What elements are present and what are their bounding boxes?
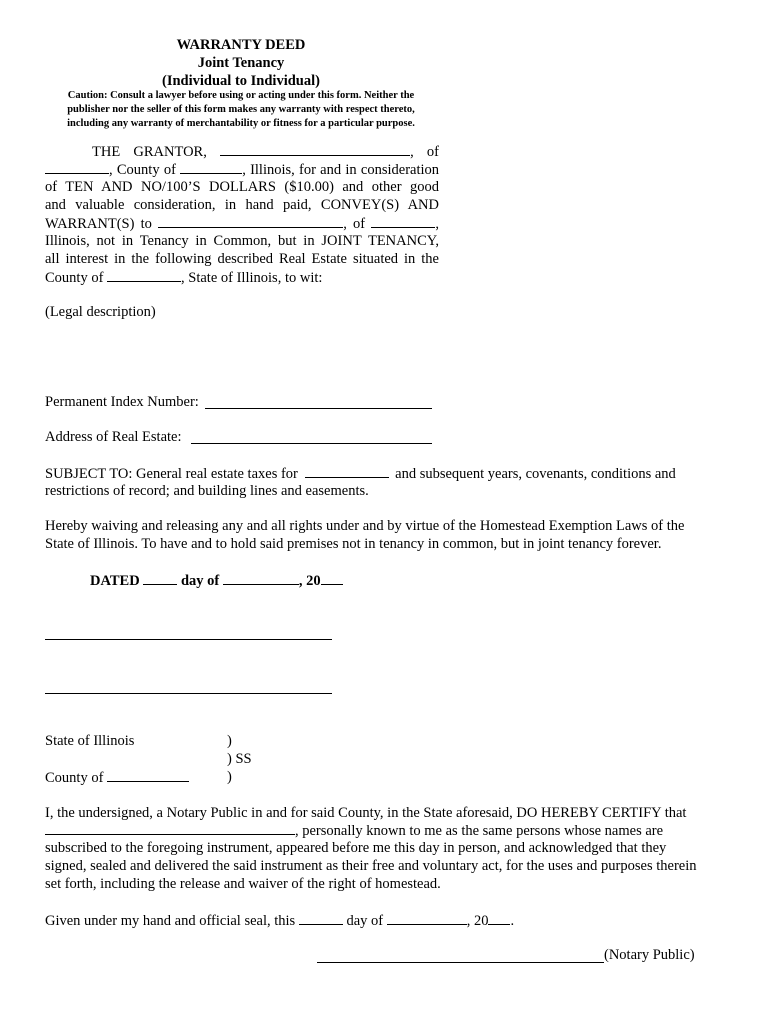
homestead-line-2: State of Illinois. To have and to hold said premises not in tenancy in common, but in joint tenancy forever. bbox=[45, 536, 662, 552]
caution-line-3: including any warranty of merchantability or fitness for a particular purpose. bbox=[67, 118, 415, 129]
notary-line-5: set forth, including the release and waiver of the right of homestead. bbox=[45, 876, 441, 892]
document-title: WARRANTY DEED bbox=[176, 37, 306, 53]
grantor-name-blank[interactable] bbox=[220, 142, 410, 156]
given-line: Given under my hand and official seal, this day of , 20 . bbox=[45, 913, 515, 929]
grantee-city-blank[interactable] bbox=[371, 214, 435, 228]
venue-paren-1: ) bbox=[227, 733, 232, 749]
tax-year-blank[interactable] bbox=[305, 464, 389, 478]
grantor-line-6: Illinois, not in Tenancy in Common, but in JOINT TENANCY, bbox=[45, 233, 439, 249]
homestead-line-1: Hereby waiving and releasing any and all rights under and by virtue of the Homestead Exemption Laws of the bbox=[45, 518, 685, 534]
venue-county: County of bbox=[45, 768, 189, 787]
grantor-line-8: County of , State of Illinois, to wit: bbox=[45, 270, 323, 286]
legal-description-label: (Legal description) bbox=[45, 304, 156, 320]
grantor-city-blank[interactable] bbox=[45, 160, 109, 174]
grantor-line-5: WARRANT(S) to , of , bbox=[45, 216, 440, 232]
given-year-blank[interactable] bbox=[488, 911, 510, 925]
notary-public-label: (Notary Public) bbox=[604, 947, 695, 963]
dated-month-blank[interactable] bbox=[223, 571, 299, 585]
notary-line-4: signed, sealed and delivered the said instrument as their free and voluntary act, for the uses and purposes therein bbox=[45, 858, 697, 874]
grantor-paragraph bbox=[45, 142, 439, 286]
grantee-name-blank[interactable] bbox=[158, 214, 343, 228]
notary-line-3: subscribed to the foregoing instrument, appeared before me this day in person, and acknowledged that they bbox=[45, 840, 667, 856]
notary-persons-blank[interactable] bbox=[45, 821, 295, 835]
subject-to-line-1: SUBJECT TO: General real estate taxes for and subsequent years, covenants, conditions and bbox=[45, 466, 676, 482]
document-subtitle-2: (Individual to Individual) bbox=[162, 73, 320, 89]
pin-input-line[interactable] bbox=[205, 408, 432, 409]
given-month-blank[interactable] bbox=[387, 911, 467, 925]
address-label: Address of Real Estate: bbox=[45, 429, 182, 445]
grantor-line-3: of TEN AND NO/100’S DOLLARS ($10.00) and other good bbox=[45, 179, 439, 195]
grantor-line-4: and valuable consideration, in hand paid, CONVEY(S) AND bbox=[45, 197, 439, 213]
subject-to-line-2: restrictions of record; and building lines and easements. bbox=[45, 483, 369, 499]
dated-day-blank[interactable] bbox=[143, 571, 177, 585]
grantor-signature-line-1[interactable] bbox=[45, 639, 332, 640]
dated-line: DATED day of , 20 bbox=[90, 571, 343, 590]
notary-line-1: I, the undersigned, a Notary Public in and for said County, in the State aforesaid, DO HEREBY CERTIFY that bbox=[45, 805, 687, 821]
caution-line-1: Caution: Consult a lawyer before using or acting under this form. Neither the bbox=[67, 90, 415, 101]
grantor-line-7: all interest in the following described Real Estate situated in the bbox=[45, 251, 439, 267]
document-subtitle: Joint Tenancy bbox=[197, 55, 285, 71]
caution-line-2: publisher nor the seller of this form makes any warranty with respect thereto, bbox=[67, 104, 415, 115]
venue-state: State of Illinois bbox=[45, 733, 135, 749]
grantor-line-2: , County of , Illinois, for and in consideration bbox=[45, 160, 439, 178]
notary-signature-line[interactable] bbox=[317, 962, 604, 963]
pin-label: Permanent Index Number: bbox=[45, 394, 199, 410]
dated-year-blank[interactable] bbox=[321, 571, 343, 585]
venue-county-blank[interactable] bbox=[107, 768, 189, 782]
given-day-blank[interactable] bbox=[299, 911, 343, 925]
grantor-signature-line-2[interactable] bbox=[45, 693, 332, 694]
grantor-line-1: THE GRANTOR, , of bbox=[92, 144, 439, 160]
address-input-line[interactable] bbox=[191, 443, 432, 444]
grantor-county-blank[interactable] bbox=[180, 160, 242, 174]
county-blank[interactable] bbox=[107, 268, 181, 282]
venue-ss: ) SS bbox=[227, 751, 252, 767]
venue-paren-3: ) bbox=[227, 769, 232, 785]
notary-line-2: , personally known to me as the same persons whose names are bbox=[45, 821, 663, 840]
